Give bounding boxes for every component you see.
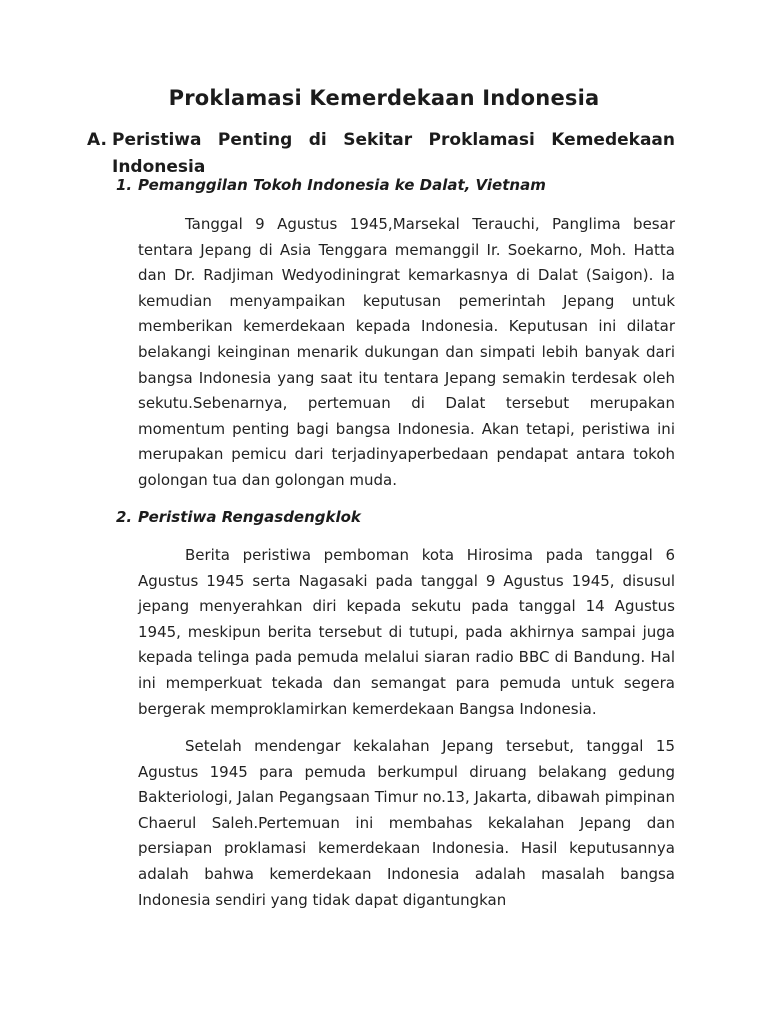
document-title: Proklamasi Kemerdekaan Indonesia: [168, 86, 600, 110]
section-heading-line-1: Peristiwa Penting di Sekitar Proklamasi Kemedekaan: [112, 130, 675, 150]
section-heading-line-2: Indonesia: [112, 157, 206, 177]
subheading-2: [116, 508, 361, 526]
paragraph-1: Tanggal 9 Agustus 1945,Marsekal Terauchi, Panglima besar tentara Jepang di Asia Tenggara memanggil Ir. Soekarno, Moh. Hatta dan Dr. Radjiman Wedyodiningrat kemarkasnya di Dalat (Saigon). Ia kemudian menyampaikan keputusan pemerintah Jepang untuk memberikan kemerdekaan kepada Indonesia. Keputusan ini dilatar belakangi keinginan menarik dukungan dan simpati lebih banyak dari bangsa Indonesia yang saat itu tentara Jepang semakin terdesak oleh sekutu.Sebenarnya, pertemuan di Dalat tersebut merupakan momentum penting bagi bangsa Indonesia. Akan tetapi, peristiwa ini merupakan pemicu dari terjadinyaperbedaan pendapat antara tokoh golongan tua dan golongan muda.: [138, 215, 675, 489]
paragraph-2: Berita peristiwa pemboman kota Hirosima pada tanggal 6 Agustus 1945 serta Nagasaki pada tanggal 9 Agustus 1945, disusul jepang menyerahkan diri kepada sekutu pada tanggal 14 Agustus 1945, meskipun berita tersebut di tutupi, pada akhirnya sampai juga kepada telinga pada pemuda melalui siaran radio BBC di Bandung. Hal ini memperkuat tekada dan semangat para pemuda untuk segera bergerak memproklamirkan kemerdekaan Bangsa Indonesia.: [138, 546, 675, 718]
section-marker: A.: [87, 130, 107, 150]
paragraph-3: Setelah mendengar kekalahan Jepang tersebut, tanggal 15 Agustus 1945 para pemuda berkumpul diruang belakang gedung Bakteriologi, Jalan Pegangsaan Timur no.13, Jakarta, dibawah pimpinan Chaerul Saleh.Pertemuan ini membahas kekalahan Jepang dan persiapan proklamasi kemerdekaan Indonesia. Hasil keputusannya adalah bahwa kemerdekaan Indonesia adalah masalah bangsa Indonesia sendiri yang tidak dapat digantungkan: [138, 737, 675, 909]
subheading-number: 2.: [116, 508, 133, 526]
subheading-number: 1.: [116, 176, 133, 194]
subheading-1: [116, 176, 546, 194]
subheading-title: Pemanggilan Tokoh Indonesia ke Dalat, Vietnam: [138, 176, 546, 194]
subheading-title: Peristiwa Rengasdengklok: [138, 508, 361, 526]
